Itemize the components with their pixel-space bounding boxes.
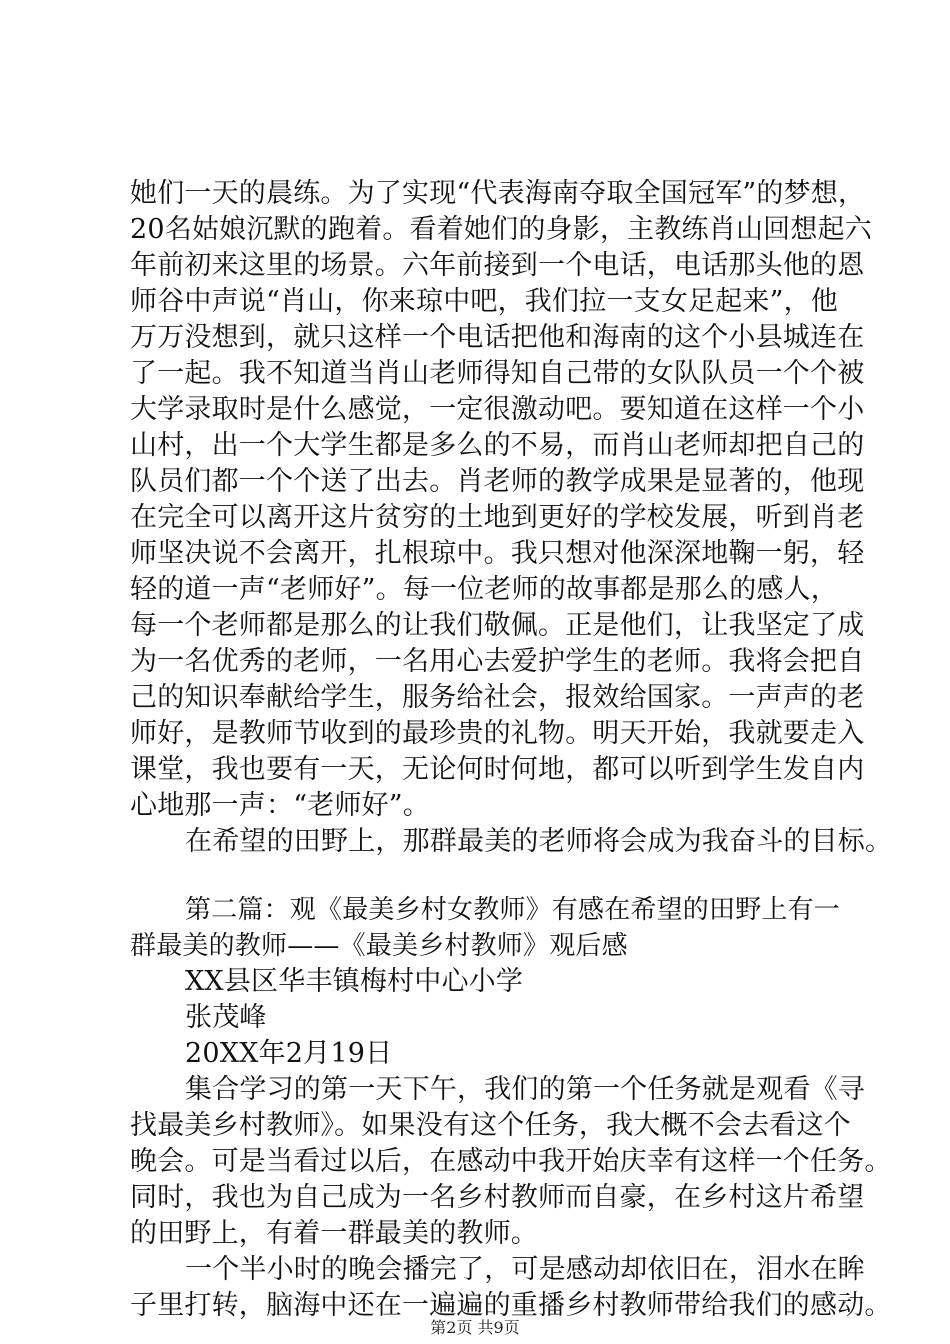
body-text-line: 万万没想到，就只这样一个电话把他和海南的这个小县城连在 bbox=[130, 322, 865, 353]
body-text-line: 找最美乡村教师》。如果没有这个任务，我大概不会去看这个 bbox=[130, 1110, 851, 1141]
body-text-line: 山村，出一个大学生都是多么的不易，而肖山老师却把自己的 bbox=[130, 430, 865, 461]
body-text-line: 课堂，我也要有一天，无论何时何地，都可以听到学生发自内 bbox=[130, 754, 865, 785]
body-text-line: 集合学习的第一天下午，我们的第一个任务就是观看《寻 bbox=[185, 1074, 865, 1105]
body-text-line: 同时，我也为自己成为一名乡村教师而自豪，在乡村这片希望 bbox=[130, 1182, 865, 1213]
body-text-line: 的田野上，有着一群最美的教师。 bbox=[130, 1218, 538, 1249]
body-text-line: 一个半小时的晚会播完了，可是感动却依旧在，泪水在眸 bbox=[185, 1254, 865, 1285]
body-text-line: 心地那一声：“老师好”。 bbox=[130, 790, 431, 821]
section-title: 第二篇：观《最美乡村女教师》有感在希望的田野上有一 bbox=[185, 895, 841, 925]
body-text-line: 晚会。可是当看过以后，在感动中我开始庆幸有这样一个任务。 bbox=[130, 1146, 892, 1177]
body-text-line: 师坚决说不会离开，扎根琼中。我只想对他深深地鞠一躬，轻 bbox=[130, 538, 865, 569]
body-text-line: 师好，是教师节收到的最珍贵的礼物。明天开始，我就要走入 bbox=[130, 718, 865, 749]
body-text-line: 20名姑娘沉默的跑着。看着她们的身影，主教练肖山回想起六 bbox=[130, 214, 872, 245]
body-text-line: 队员们都一个个送了出去。肖老师的教学成果是显著的，他现 bbox=[130, 466, 865, 497]
body-text-line: 在完全可以离开这片贫穷的土地到更好的学校发展，听到肖老 bbox=[130, 502, 865, 533]
body-text-line: 大学录取时是什么感觉，一定很激动吧。要知道在这样一个小 bbox=[130, 394, 865, 425]
body-text-line: 子里打转，脑海中还在一遍遍的重播乡村教师带给我们的感动。 bbox=[130, 1290, 892, 1321]
body-text-line: 己的知识奉献给学生，服务给社会，报效给国家。一声声的老 bbox=[130, 682, 865, 713]
body-text-line: 了一起。我不知道当肖山老师得知自己带的女队队员一个个被 bbox=[130, 358, 865, 389]
body-text-line: 为一名优秀的老师，一名用心去爱护学生的老师。我将会把自 bbox=[130, 646, 865, 677]
body-text-line: 师谷中声说“肖山，你来琼中吧，我们拉一支女足起来”，他 bbox=[130, 286, 839, 317]
school-name: XX县区华丰镇梅村中心小学 bbox=[185, 966, 524, 997]
body-text-line: 在希望的田野上，那群最美的老师将会成为我奋斗的目标。 bbox=[185, 826, 893, 857]
publish-date: 20XX年2月19日 bbox=[185, 1038, 393, 1069]
section-title-continued: 群最美的教师——《最美乡村教师》观后感 bbox=[130, 931, 628, 961]
body-text-line: 她们一天的晨练。为了实现“代表海南夺取全国冠军”的梦想， bbox=[130, 178, 866, 209]
body-text-line: 年前初来这里的场景。六年前接到一个电话，电话那头他的恩 bbox=[130, 250, 865, 281]
page-number-footer: 第2页 共9页 bbox=[430, 1318, 520, 1337]
body-text-line: 轻的道一声“老师好”。每一位老师的故事都是那么的感人， bbox=[130, 574, 839, 605]
author-name: 张茂峰 bbox=[185, 1002, 267, 1033]
body-text-line: 每一个老师都是那么的让我们敬佩。正是他们，让我坚定了成 bbox=[130, 610, 865, 641]
